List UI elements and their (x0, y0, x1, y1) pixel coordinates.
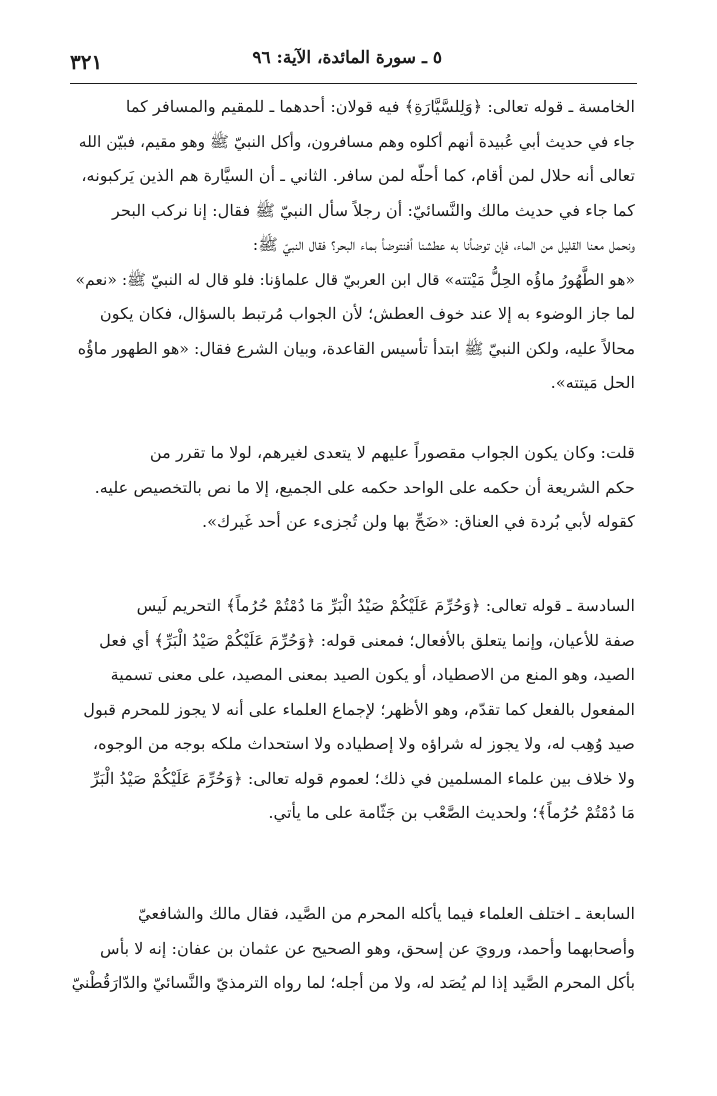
page-header (70, 44, 637, 80)
text-line: حكم الشريعة أن حكمه على الواحد حكمه على الجميع، إلا ما نص بالتخصيص عليه. (94, 477, 635, 497)
text-line: لما جاز الوضوء به إلا عند خوف العطش؛ لأن الجواب مُرتبط بالسؤال، فكان يكون (99, 304, 635, 323)
text-line: كقوله لأبي بُردة في العناق: «ضَحِّ بها ولن تُجزىء عن أحد غَيرك». (201, 512, 635, 531)
header-rule (70, 83, 637, 84)
text-line: ولا خلاف بين علماء المسلمين في ذلك؛ لعموم قوله تعالى: ﴿وَحُرِّمَ عَلَيْكُمْ صَيْدُ الْبَرِّ (91, 768, 635, 788)
text-line: الخامسة ـ قوله تعالى: ﴿وَلِلسَّيَّارَةِ﴾ فيه قولان: أحدهما ـ للمقيم والمسافر كما (125, 97, 635, 116)
text-line: صيد وُهِب له، ولا يجوز له شراؤه ولا إصطياده ولا استحداث ملكه بوجه من الوجوه، (92, 734, 635, 753)
text-line: السادسة ـ قوله تعالى: ﴿وَحُرِّمَ عَلَيْكُمْ صَيْدُ الْبَرِّ مَا دُمْتُمْ حُرُماً﴾ التحريم لَيس (136, 596, 635, 615)
text-line: ونحمل معنا القليل من الماء، فإن توضأنا به عطشنا أفنتوضأ بماء البحر؟ فقال النبيّ ﷺ: (252, 235, 635, 254)
text-line: الحل مَيتته». (550, 373, 635, 392)
text-line: السابعة ـ اختلف العلماء فيما يأكله المحرم من الصَّيد، فقال مالك والشافعيّ (138, 904, 635, 923)
text-line: جاء في حديث أبي عُبيدة أنهم أكلوه وهم مسافرون، وأكل النبيّ ﷺ وهو مقيم، فبيّن الله (78, 132, 635, 151)
text-line: المفعول بالفعل كما تقدّم، وهو الأظهر؛ لإجماع العلماء على أنه لا يجوز للمحرم قبول (83, 699, 635, 719)
text-line: «هو الطَّهُورُ ماؤُه الحِلُّ مَيْتته» قال ابن العربيّ قال علماؤنا: فلو قال له النبيّ ﷺ: «نعم» (75, 270, 635, 289)
text-line: الصيد، وهو المنع من الاصطياد، أو يكون الصيد بمعنى المصيد، على معنى تسمية (110, 665, 635, 684)
text-line: وأصحابهما وأحمد، ورويَ عن إسحق، وهو الصحيح عن عثمان بن عفان: إنه لا بأس (99, 938, 635, 958)
page-number: ٣٢١ (70, 50, 103, 74)
paragraph-seventh-issue (72, 897, 635, 1001)
paragraph-fifth-issue (72, 90, 635, 401)
text-line: كما جاء في حديث مالك والنَّسائيّ: أن رجلاً سأل النبيّ ﷺ فقال: إنا نركب البحر (112, 200, 635, 220)
paragraph-sixth-issue (72, 589, 635, 831)
text-line: قلت: وكان يكون الجواب مقصوراً عليهم لا يتعدى لغيرهم، لولا ما تقرر من (149, 443, 635, 462)
text-line: صفة للأعيان، وإنما يتعلق بالأفعال؛ فمعنى قوله: ﴿وَحُرِّمَ عَلَيْكُمْ صَيْدُ الْبَرِّ﴾ أي فعل (99, 630, 635, 650)
text-line: بأكل المحرم الصَّيد إذا لم يُصَد له، ولا من أجله؛ لما رواه الترمذيّ والنَّسائيّ والدّارَقُطْنيّ (72, 973, 635, 992)
text-line: محالاً عليه، ولكن النبيّ ﷺ ابتدأ تأسيس القاعدة، وبيان الشرع فقال: «هو الطهور ماؤُه (77, 338, 635, 358)
text-line: مَا دُمْتُمْ حُرُماً﴾؛ ولحديث الصَّعْب بن جَثّامة على ما يأتي. (268, 803, 635, 822)
running-title: ٥ ـ سورة المائدة، الآية: ٩٦ (252, 48, 442, 68)
text-line: تعالى أنه حلال لمن أقام، كما أحلّه لمن سافر. الثاني ـ أن السيَّارة هم الذين يَركبونه، (81, 166, 635, 185)
paragraph-note (72, 436, 635, 540)
